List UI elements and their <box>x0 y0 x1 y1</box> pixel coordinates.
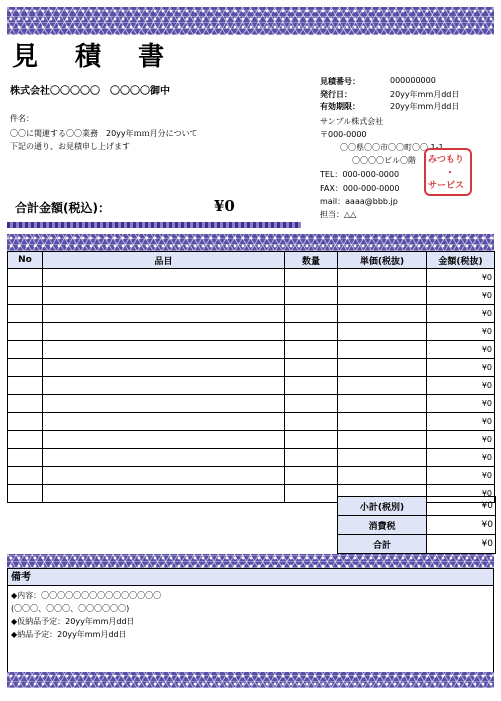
notes-line1: ◆内容：〇〇〇〇〇〇〇〇〇〇〇〇〇〇〇 <box>11 591 162 600</box>
row-amount: ¥0 <box>427 269 495 287</box>
subject-line2: 下記の通り、お見積申し上げます <box>10 142 130 151</box>
header-unit-price: 単価(税抜) <box>338 252 427 269</box>
row-amount: ¥0 <box>427 431 495 449</box>
table-row <box>8 287 495 305</box>
row-amount: ¥0 <box>427 305 495 323</box>
table-row <box>8 323 495 341</box>
row-amount: ¥0 <box>427 395 495 413</box>
estimate-no: 000000000 <box>390 76 436 85</box>
table-top-pattern <box>7 234 494 251</box>
row-amount: ¥0 <box>427 467 495 485</box>
issue-date: 20yy年mm月dd日 <box>390 90 460 99</box>
company-mail: mail：aaaa@bbb.jp <box>320 197 398 206</box>
table-row <box>8 449 495 467</box>
row-amount: ¥0 <box>427 485 495 503</box>
grand-total-row <box>338 535 496 554</box>
notes-line2: (〇〇〇、〇〇〇、〇〇〇〇〇〇) <box>11 604 130 613</box>
notes-header: 備考 <box>8 569 493 586</box>
total-underline <box>7 222 301 228</box>
stamp-line3: サービス <box>428 181 465 191</box>
top-pattern-band <box>7 7 494 35</box>
notes-line3: ◆仮納品予定：20yy年mm月dd日 <box>11 617 135 626</box>
subject-line: 〇〇に関連する〇〇業務 20yy年ｍｍ月分について <box>10 129 198 138</box>
stamp-line1: みつもり <box>428 155 464 165</box>
tax-value: ¥0 <box>427 516 496 535</box>
stamp-line2: ・ <box>445 168 455 179</box>
tax-row <box>338 516 496 535</box>
subject-label: 件名： <box>10 114 34 123</box>
row-amount: ¥0 <box>427 341 495 359</box>
grand-total-label: 合計 <box>338 535 427 554</box>
table-row <box>8 269 495 287</box>
header-amount: 金額(税抜) <box>427 252 495 269</box>
company-address2: 〇〇〇〇ビル〇階 <box>352 156 416 165</box>
grand-total-value: ¥0 <box>427 535 496 554</box>
table-row <box>8 413 495 431</box>
total-amount-label: 合計金額(税込)： <box>15 201 110 215</box>
company-tel: TEL：000-000-0000 <box>320 170 400 179</box>
document-title: 見 積 書 <box>12 42 179 72</box>
company-contact: 担当：△△ <box>320 210 357 219</box>
company-name: サンプル株式会社 <box>320 117 384 126</box>
header-item: 品目 <box>43 252 285 269</box>
table-header-row <box>8 252 495 269</box>
company-postal: 〒000-0000 <box>320 130 367 139</box>
total-amount-value: ¥0 <box>214 197 235 215</box>
table-row <box>8 377 495 395</box>
issue-date-label: 発行日： <box>320 90 352 99</box>
valid-date: 20yy年mm月dd日 <box>390 102 460 111</box>
notes-line4: ◆納品予定：20yy年mm月dd日 <box>11 630 127 639</box>
subtotal-row <box>338 497 496 516</box>
header-qty: 数量 <box>285 252 338 269</box>
header-no: No <box>8 252 43 269</box>
company-address1: 〇〇県〇〇市〇〇町〇〇 1-1 <box>340 143 444 152</box>
table-row <box>8 341 495 359</box>
notes-box <box>7 568 494 673</box>
notes-top-pattern <box>7 554 494 568</box>
row-amount: ¥0 <box>427 449 495 467</box>
totals-table <box>337 496 496 554</box>
table-row <box>8 431 495 449</box>
row-amount: ¥0 <box>427 377 495 395</box>
company-seal-stamp <box>424 148 472 196</box>
row-amount: ¥0 <box>427 413 495 431</box>
row-amount: ¥0 <box>427 359 495 377</box>
table-row <box>8 467 495 485</box>
company-fax: FAX：000-000-0000 <box>320 184 400 193</box>
bottom-pattern-band <box>7 672 494 688</box>
subtotal-value: ¥0 <box>427 497 496 516</box>
table-row <box>8 305 495 323</box>
row-amount: ¥0 <box>427 287 495 305</box>
recipient-name: 株式会社〇〇〇〇〇 〇〇〇〇御中 <box>10 86 170 97</box>
row-amount: ¥0 <box>427 323 495 341</box>
valid-date-label: 有効期限： <box>320 102 360 111</box>
table-row <box>8 359 495 377</box>
table-row <box>8 395 495 413</box>
tax-label: 消費税 <box>338 516 427 535</box>
estimate-no-label: 見積番号： <box>320 77 360 86</box>
items-table <box>7 251 495 503</box>
subtotal-label: 小計(税別) <box>338 497 427 516</box>
